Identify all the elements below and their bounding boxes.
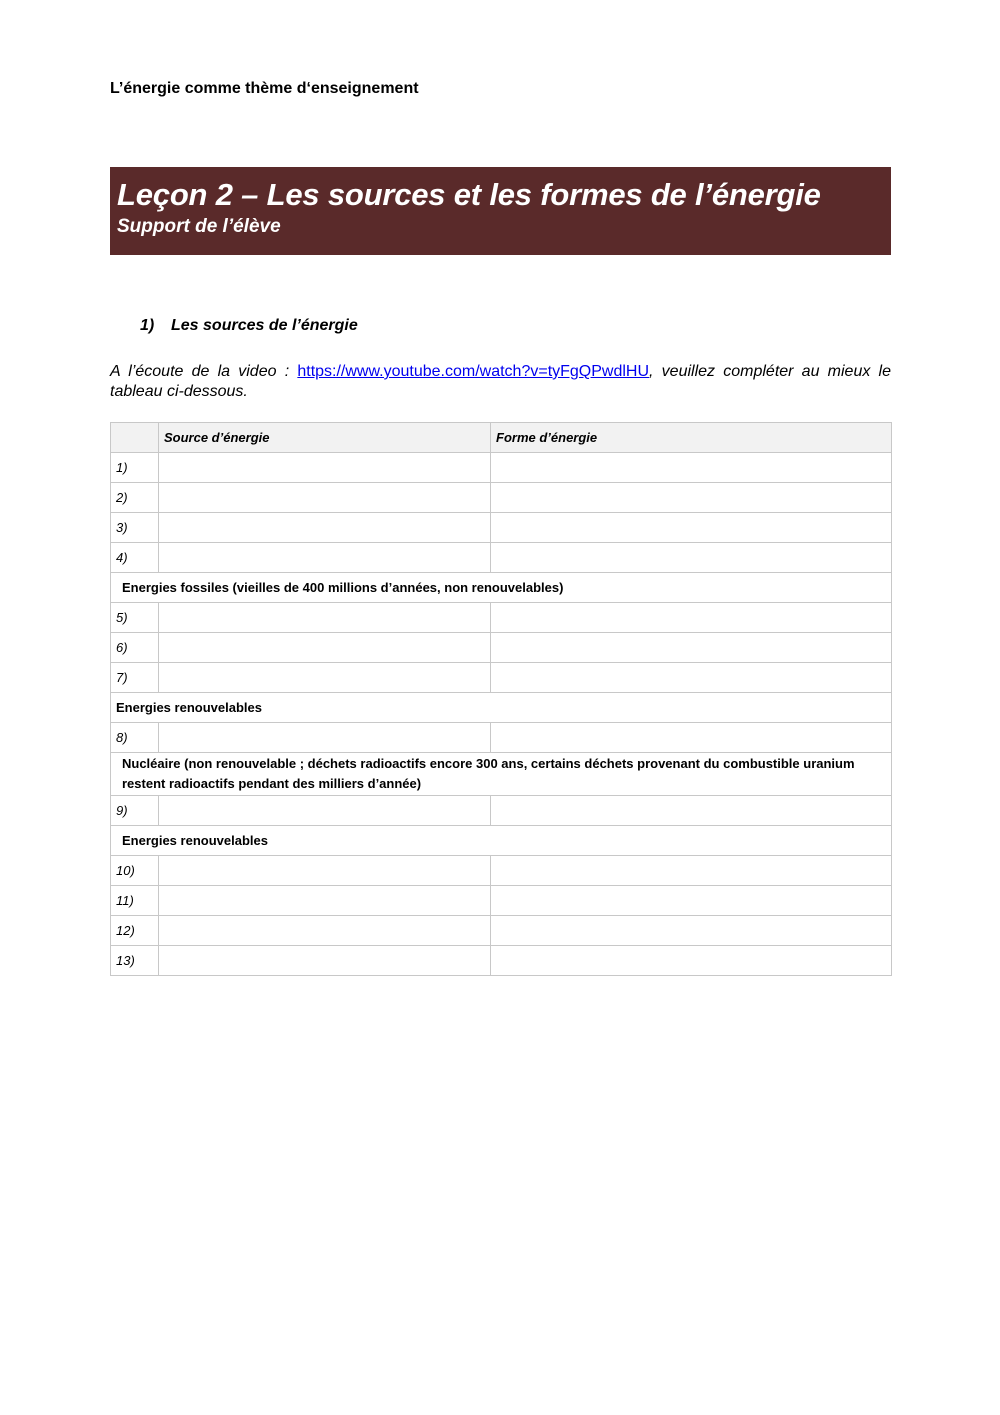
row-number: 1) (111, 453, 159, 483)
table-section-row (111, 826, 892, 856)
table-section-row (111, 693, 892, 723)
table-row (111, 723, 892, 753)
table-row (111, 603, 892, 633)
form-cell[interactable] (491, 946, 892, 976)
form-cell[interactable] (491, 453, 892, 483)
table-row (111, 886, 892, 916)
lesson-subtitle: Support de l’élève (117, 216, 281, 237)
row-number: 12) (111, 916, 159, 946)
source-cell[interactable] (159, 886, 491, 916)
form-cell[interactable] (491, 633, 892, 663)
lesson-title: Leçon 2 – Les sources et les formes de l’énergie (117, 177, 821, 212)
table-row (111, 916, 892, 946)
table-row (111, 543, 892, 573)
row-number: 4) (111, 543, 159, 573)
row-number: 13) (111, 946, 159, 976)
source-cell[interactable] (159, 796, 491, 826)
table-header-form: Forme d’énergie (491, 423, 892, 453)
table-section-label: Energies fossiles (vieilles de 400 millions d’années, non renouvelables) (111, 573, 892, 603)
table-row (111, 483, 892, 513)
row-number: 10) (111, 856, 159, 886)
form-cell[interactable] (491, 543, 892, 573)
table-header-number (111, 423, 159, 453)
table-row (111, 513, 892, 543)
table-row (111, 796, 892, 826)
source-cell[interactable] (159, 453, 491, 483)
table-row (111, 946, 892, 976)
intro-text-after: , veuillez compléter au mieux le tableau ci-dessous. (110, 363, 892, 400)
source-cell[interactable] (159, 483, 491, 513)
form-cell[interactable] (491, 663, 892, 693)
form-cell[interactable] (491, 603, 892, 633)
section-title: Les sources de l’énergie (171, 317, 358, 334)
row-number: 6) (111, 633, 159, 663)
source-cell[interactable] (159, 856, 491, 886)
form-cell[interactable] (491, 886, 892, 916)
row-number: 9) (111, 796, 159, 826)
section-heading (140, 317, 358, 335)
intro-text-before: A l’écoute de la video : (110, 363, 298, 380)
section-number: 1) (140, 317, 155, 334)
row-number: 2) (111, 483, 159, 513)
source-cell[interactable] (159, 513, 491, 543)
table-section-label: Energies renouvelables (111, 826, 892, 856)
form-cell[interactable] (491, 513, 892, 543)
form-cell[interactable] (491, 796, 892, 826)
source-cell[interactable] (159, 663, 491, 693)
table-section-row (111, 573, 892, 603)
source-cell[interactable] (159, 543, 491, 573)
document-header: L’énergie comme thème d‘enseignement (110, 80, 419, 97)
table-row (111, 633, 892, 663)
source-cell[interactable] (159, 946, 491, 976)
row-number: 5) (111, 603, 159, 633)
form-cell[interactable] (491, 723, 892, 753)
energy-table (110, 422, 892, 976)
source-cell[interactable] (159, 603, 491, 633)
row-number: 7) (111, 663, 159, 693)
table-section-label: Energies renouvelables (111, 693, 892, 723)
row-number: 11) (111, 886, 159, 916)
row-number: 3) (111, 513, 159, 543)
table-section-label: Nucléaire (non renouvelable ; déchets radioactifs encore 300 ans, certains déchets provenant du combustible uranium restent radioactifs pendant des milliers d’année) (111, 753, 892, 796)
source-cell[interactable] (159, 723, 491, 753)
form-cell[interactable] (491, 483, 892, 513)
video-link[interactable]: https://www.youtube.com/watch?v=tyFgQPwdlHU (297, 363, 650, 380)
table-row (111, 856, 892, 886)
form-cell[interactable] (491, 916, 892, 946)
lesson-banner (110, 167, 891, 255)
intro-paragraph (110, 362, 891, 402)
table-header-row (111, 423, 892, 453)
source-cell[interactable] (159, 633, 491, 663)
form-cell[interactable] (491, 856, 892, 886)
table-section-row (111, 753, 892, 796)
energy-table-body (111, 423, 892, 976)
table-row (111, 663, 892, 693)
table-header-source: Source d’énergie (159, 423, 491, 453)
row-number: 8) (111, 723, 159, 753)
source-cell[interactable] (159, 916, 491, 946)
table-row (111, 453, 892, 483)
